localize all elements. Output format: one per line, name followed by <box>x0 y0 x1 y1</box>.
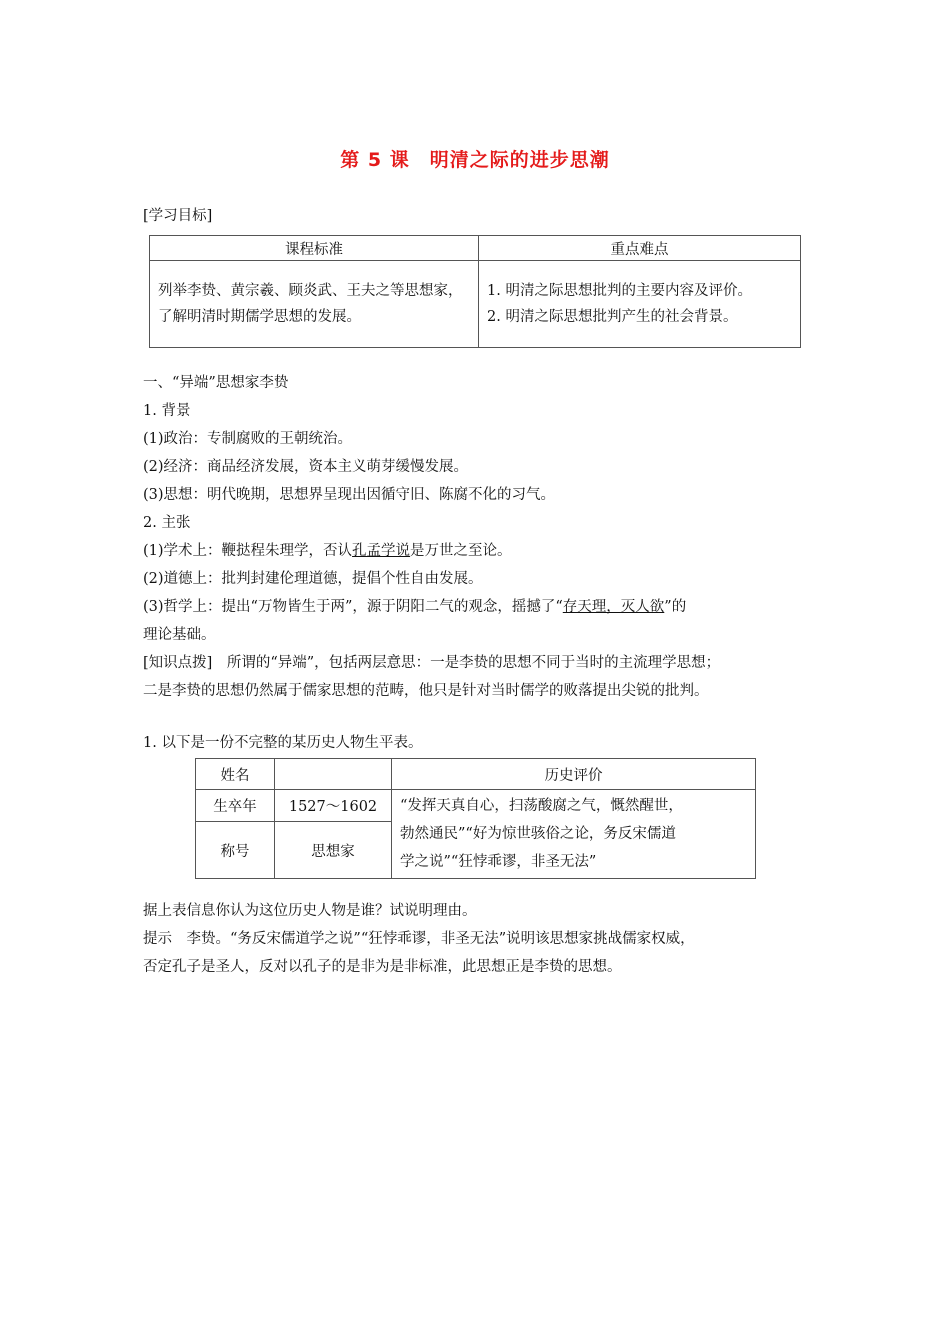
goals-label: [学习目标] <box>143 208 213 224</box>
claims-title: 2. 主张 <box>143 515 191 531</box>
life-value: 1527～1602 <box>275 790 392 822</box>
background-thought: (3)思想：明代晚期，思想界呈现出因循守旧、陈腐不化的习气。 <box>143 487 556 503</box>
hint-line-2: 否定孔子是圣人，反对以孔子的是非为是非标准，此思想正是李贽的思想。 <box>143 959 622 975</box>
name-value <box>275 759 392 790</box>
knowledge-tip-1: [知识点拨] 所谓的“异端”，包括两层意思：一是李贽的思想不同于当时的主流理学思想； <box>143 655 721 671</box>
evaluation-label: 历史评价 <box>392 759 756 790</box>
evaluation-text: “发挥天真自心，扫荡酸腐之气，慨然醒世， 勃然通民”“好为惊世骇俗之论，务反宋儒道 学之说”“狂悖乖谬，非圣无法” <box>392 790 756 879</box>
goals-key-2: 2. 明清之际思想批判产生的社会背景。 <box>487 309 738 325</box>
learning-goals-table <box>149 235 801 348</box>
claim-philosophy-cont: 理论基础。 <box>143 627 216 643</box>
question-ask: 据上表信息你认为这位历史人物是谁？试说明理由。 <box>143 903 477 919</box>
underlined-term: 存天理，灭人欲 <box>562 599 665 615</box>
title-value: 思想家 <box>275 822 392 879</box>
claim-moral: (2)道德上：批判封建伦理道德，提倡个性自由发展。 <box>143 571 483 587</box>
goals-key-1: 1. 明清之际思想批判的主要内容及评价。 <box>487 283 752 299</box>
life-label: 生卒年 <box>196 790 275 822</box>
goals-key-points <box>479 261 801 348</box>
goals-standard-text: 列举李贽、黄宗羲、顾炎武、王夫之等思想家，了解明清时期儒学思想的发展。 <box>150 261 479 348</box>
background-economy: (2)经济：商品经济发展，资本主义萌芽缓慢发展。 <box>143 459 469 475</box>
lesson-title: 第 5 课 明清之际的进步思潮 <box>340 149 610 171</box>
name-label: 姓名 <box>196 759 275 790</box>
section-heading: 一、“异端”思想家李贽 <box>143 375 289 391</box>
claim-academic: (1)学术上：鞭挞程朱理学，否认孔孟学说是万世之至论。 <box>143 543 512 559</box>
hint-line-1: 提示 李贽。“务反宋儒道学之说”“狂悖乖谬，非圣无法”说明该思想家挑战儒家权威， <box>143 931 695 947</box>
knowledge-tip-2: 二是李贽的思想仍然属于儒家思想的范畴，他只是针对当时儒学的败落提出尖锐的批判。 <box>143 683 709 699</box>
goals-header-key: 重点难点 <box>479 236 801 261</box>
background-politics: (1)政治：专制腐败的王朝统治。 <box>143 431 353 447</box>
goals-header-standard: 课程标准 <box>150 236 479 261</box>
background-title: 1. 背景 <box>143 403 191 419</box>
question-intro: 1. 以下是一份不完整的某历史人物生平表。 <box>143 735 423 751</box>
biography-table <box>195 758 756 879</box>
claim-philosophy: (3)哲学上：提出“万物皆生于两”，源于阴阳二气的观念，摇撼了“存天理，灭人欲”的 <box>143 599 687 615</box>
underlined-term: 孔孟学说 <box>352 543 411 559</box>
title-label: 称号 <box>196 822 275 879</box>
